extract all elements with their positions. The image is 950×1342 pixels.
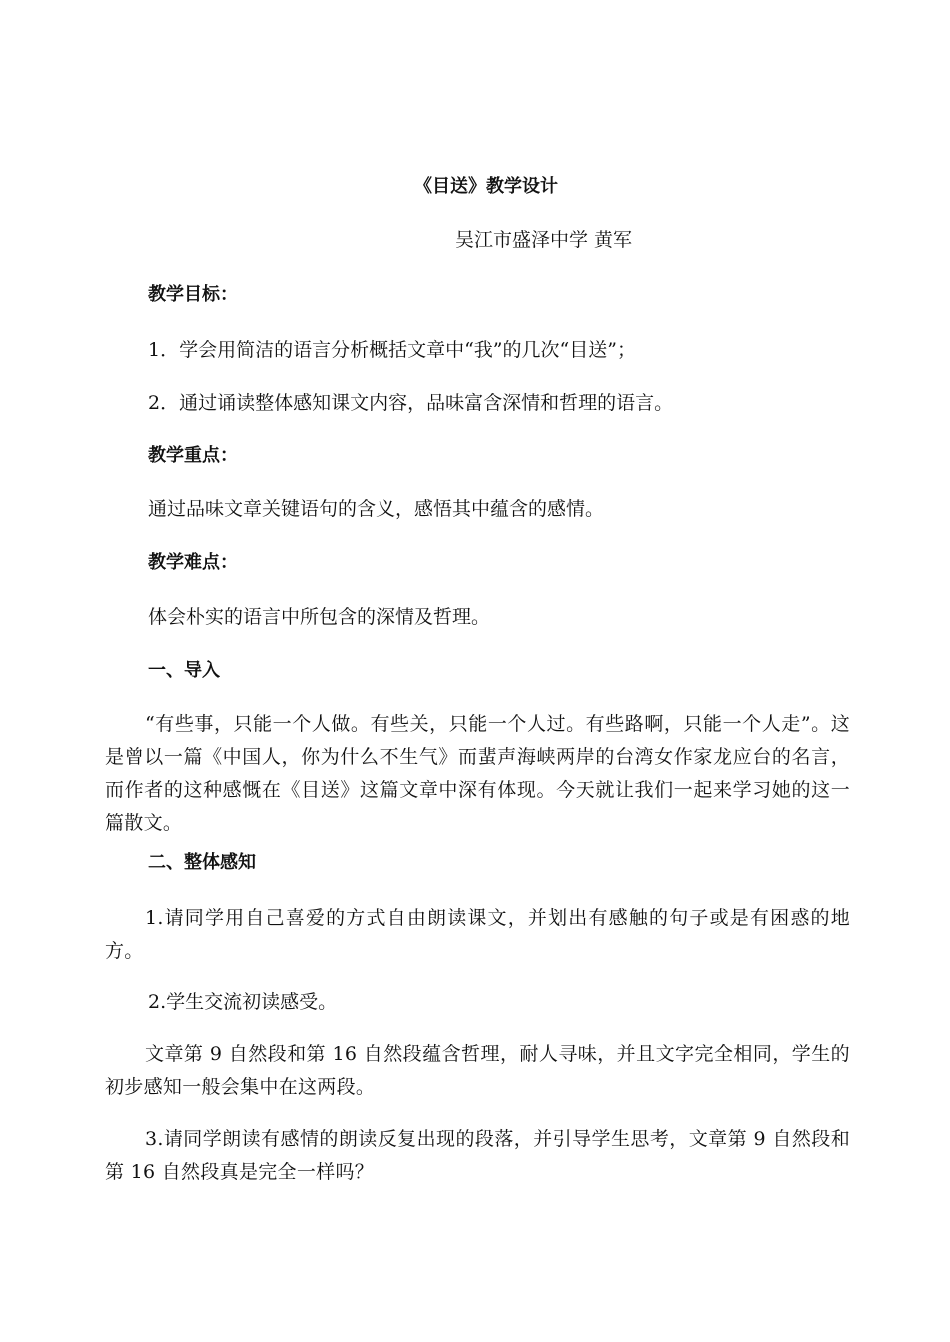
section2-note: 文章第 9 自然段和第 16 自然段蕴含哲理，耐人寻味，并且文字完全相同，学生的初步感知一般会集中在这两段。 [105,1043,850,1098]
section1-paragraph: “有些事，只能一个人做。有些关，只能一个人过。有些路啊，只能一个人走”。这是曾以一篇《中国人，你为什么不生气》而蜚声海峡两岸的台湾女作家龙应台的名言，而作者的这种感慨在《目送》这篇文章中深有体现。今天就让我们一起来学习她的这一篇散文。 [105,713,850,834]
objectives-heading: 教学目标： [148,284,238,305]
objective-item-1: 1．学会用简洁的语言分析概括文章中“我”的几次“目送”； [148,339,636,361]
section2-item-2: 2.学生交流初读感受。 [148,991,338,1013]
key-points-heading: 教学重点： [148,445,238,466]
document-author: 吴江市盛泽中学 黄军 [455,229,633,251]
section1-heading: 一、导入 [148,660,220,681]
document-title: 《目送》教学设计 [414,176,558,197]
objective-item-2: 2．通过诵读整体感知课文内容，品味富含深情和哲理的语言。 [148,392,674,414]
section2-item-1: 1.请同学用自己喜爱的方式自由朗读课文，并划出有感触的句子或是有困惑的地方。 [105,907,850,962]
key-points-text: 通过品味文章关键语句的含义，感悟其中蕴含的感情。 [148,498,605,520]
difficulties-text: 体会朴实的语言中所包含的深情及哲理。 [148,606,491,628]
section2-item-3: 3.请同学朗读有感情的朗读反复出现的段落，并引导学生思考，文章第 9 自然段和第 16 自然段真是完全一样吗？ [105,1128,850,1183]
difficulties-heading: 教学难点： [148,552,238,573]
section2-heading: 二、整体感知 [148,852,256,873]
